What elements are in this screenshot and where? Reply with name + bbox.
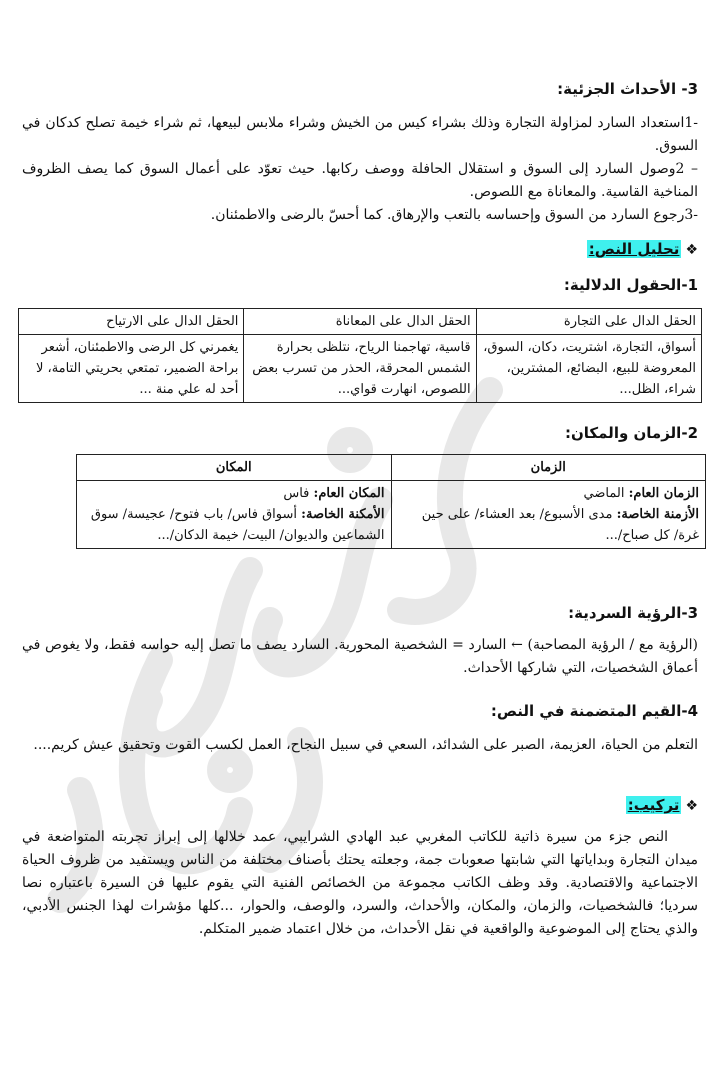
table-row — [77, 481, 706, 549]
fields-header-trade: الحقل الدال على التجارة — [476, 309, 701, 335]
table-header-row — [19, 309, 702, 335]
time-cell — [391, 481, 706, 549]
place-specific-label: الأمكنة الخاصة: — [301, 507, 385, 522]
fields-header-suffering: الحقل الدال على المعاناة — [244, 309, 476, 335]
place-specific-value: أسواق فاس/ باب فتوح/ عجيسة/ سوق الشماعين والديوان/ البيت/ خيمة الدكان/... — [90, 507, 385, 543]
event-item-2: – 2وصول السارد إلى السوق و استقلال الحافلة ووصف ركابها. حيث تعوّد على أعمال السوق كما يصف الظروف المناخية القاسية. والمعاناة مع اللصوص. — [22, 161, 698, 200]
fields-header-comfort: الحقل الدال على الارتياح — [19, 309, 244, 335]
narrative-text: (الرؤية مع / الرؤية المصاحبة) ← السارد = الشخصية المحورية. السارد يصف ما تصل إليه حواسه فقط، ولا يغوص في أعماق الشخصيات، التي شاركها الأحداث. — [22, 637, 698, 676]
time-general-value: الماضي — [583, 486, 625, 501]
time-specific-label: الأزمنة الخاصة: — [616, 507, 699, 522]
place-cell — [77, 481, 392, 549]
place-general-label: المكان العام: — [313, 486, 385, 501]
time-specific-value: مدى الأسبوع/ بعد العشاء/ على حين غرة/ كل صباح/... — [421, 507, 699, 543]
events-heading: 3- الأحداث الجزئية: — [557, 80, 698, 98]
time-place-heading: 2-الزمان والمكان: — [564, 424, 698, 442]
fields-cell-comfort: يغمرني كل الرضى والاطمئنان، أشعر براحة الضمير، تمتعي بحريتي التامة، لا أحد له علي منة ... — [19, 335, 244, 403]
narrative-heading: 3-الرؤية السردية: — [568, 604, 698, 622]
synthesis-heading-label: تركيب: — [627, 796, 680, 814]
values-heading: 4-القيم المتضمنة في النص: — [490, 702, 698, 720]
time-place-table — [76, 454, 706, 549]
events-list — [22, 112, 698, 227]
time-header: الزمان — [391, 455, 706, 481]
synthesis-heading — [626, 796, 698, 814]
time-general-label: الزمان العام: — [628, 486, 699, 501]
table-row — [19, 335, 702, 403]
values-text: التعلم من الحياة، العزيمة، الصبر على الشدائد، السعي في سبيل النجاح، العمل لكسب القوت وتحقيق عيش كريم.... — [33, 737, 698, 753]
analysis-heading — [587, 240, 698, 258]
semantic-fields-heading: 1-الحقول الدلالية: — [563, 276, 698, 294]
synthesis-text: النص جزء من سيرة ذاتية للكاتب المغربي عبد الهادي الشرايبي، عمد خلالها إلى إبراز تجربته المتواضعة في ميدان التجارة وبداياتها التي شابتها صعوبات جمة، وجعلته يحتك بأصناف مختلفة من الناس ويستفيد من ظروف الحياة الاجتماعية والاقتصادية. وقد وظف الكاتب مجموعة من الخصائص الفنية التي يقوم عليها فن السيرة باعتباره نصا سرديا؛ فالشخصيات، والزمان، والمكان، والأحداث، والسرد، والوصف، والحوار، ...كلها مؤشرات لهذا الجنس الأدبي، والذي يحتاج إلى الموضوعية والواقعية في نقل الأحداث، من خلال اعتماد ضمير المتكلم. — [22, 829, 698, 937]
place-header: المكان — [77, 455, 392, 481]
diamond-bullet-icon: ❖ — [685, 798, 698, 814]
analysis-heading-label: تحليل النص: — [588, 240, 680, 258]
place-general-value: فاس — [283, 486, 310, 501]
table-header-row — [77, 455, 706, 481]
event-item-1: -1استعداد السارد لمزاولة التجارة وذلك بشراء كيس من الخيش وشراء ملابس لبيعها، ثم شراء خيمة تصلح كدكان في السوق. — [22, 115, 699, 154]
diamond-bullet-icon: ❖ — [685, 242, 698, 258]
fields-cell-trade: أسواق، التجارة، اشتريت، دكان، السوق، المعروضة للبيع، البضائع، المشترين، شراء، الظل... — [476, 335, 701, 403]
event-item-3: -3رجوع السارد من السوق وإحساسه بالتعب والإرهاق. كما أحسّ بالرضى والاطمئنان. — [210, 207, 698, 223]
semantic-fields-table — [18, 308, 702, 403]
fields-cell-suffering: قاسية، تهاجمنا الرياح، نتلظى بحرارة الشمس المحرقة، الحذر من تسرب بعض اللصوص، انهارت قواي... — [244, 335, 476, 403]
